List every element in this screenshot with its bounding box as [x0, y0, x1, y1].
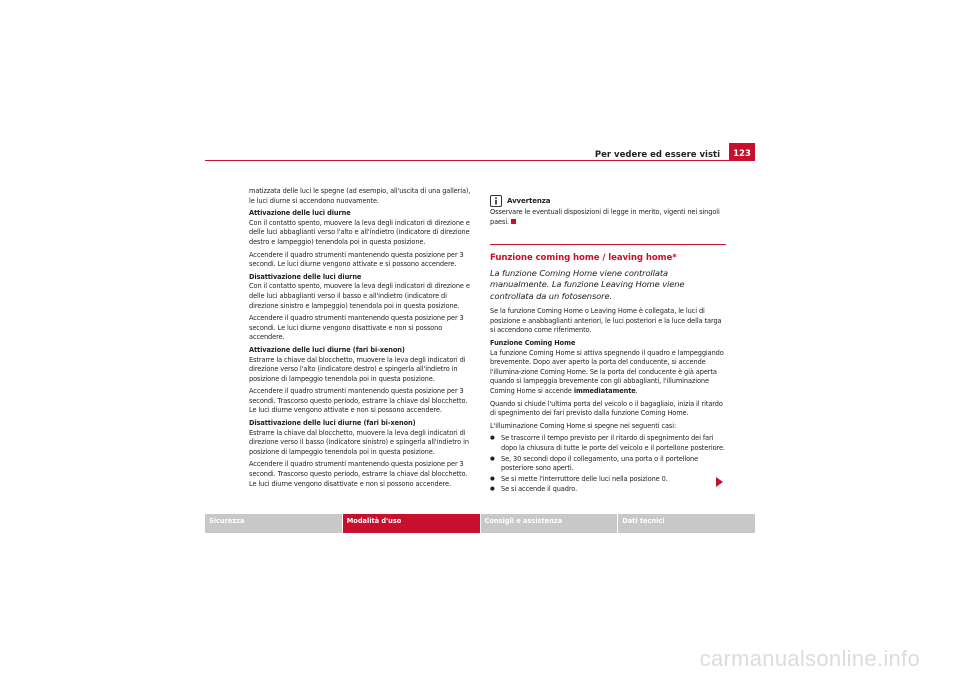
warning-header — [490, 195, 726, 207]
footer-tab-consigli-assistenza[interactable]: Consigli e assistenza — [481, 514, 618, 533]
paragraph: Con il contatto spento, muovere la leva degli indicatori di direzione e delle luci abbaglianti verso il basso e all'indietro (indicatore di direzione sinistro e lampeggio) tenendola poi in questa posizione. — [249, 282, 470, 310]
list-item: ● Se si accende il quadro. — [490, 485, 726, 495]
paragraph: Con il contatto spento, muovere la leva degli indicatori di direzione e delle luci abbaglianti verso l'alto e all'indietro (indicatore di direzione destro e lampeggio) tenendola poi in questa posizione. — [249, 218, 470, 246]
page-header-title: Per vedere ed essere visti — [594, 150, 720, 160]
list-item: ● Se si mette l'interruttore delle luci nella posizione 0. — [490, 475, 726, 485]
section-heading: Funzione Coming Home — [490, 339, 576, 348]
paragraph: Accendere il quadro strumenti mantenendo questa posizione per 3 secondi. Le luci diurne vengono attivate e si possono accendere. — [249, 250, 464, 269]
footer-nav — [205, 514, 755, 533]
warning-text — [490, 208, 726, 227]
list-item: ● Se, 30 secondi dopo il collegamento, una porta o il portellone posteriore sono aperti. — [490, 455, 726, 474]
warning-text-content: Osservare le eventuali disposizioni di legge in merito, vigenti nei singoli paesi. — [490, 208, 720, 226]
section-heading: Attivazione delle luci diurne (fari bi-xenon) — [249, 345, 405, 354]
info-icon — [490, 195, 502, 207]
section-subtitle: La funzione Coming Home viene controllata manualmente. La funzione Leaving Home viene controllata da un fotosensore. — [490, 267, 685, 301]
section-heading: Disattivazione delle luci diurne — [249, 272, 362, 281]
paragraph-text: La funzione Coming Home si attiva spegnendo il quadro e lampeggiando brevemente. Dopo aver aperto la porta del conducente, si accende l'illumina-zione Coming Home. Se la porta del conducente è già aperta quando si lampeggia brevemente con gli abbaglianti, l'illuminazione Coming Home si accende — [490, 348, 724, 396]
end-of-section-icon — [511, 219, 516, 224]
paragraph: Estrarre la chiave dal blocchetto, muovere la leva degli indicatori di direzione verso il basso (indicatore sinistro) e spingerla all'indietro in posizione di lampeggio tenendola poi in questa posizione. — [249, 428, 469, 456]
paragraph: Accendere il quadro strumenti mantenendo questa posizione per 3 secondi. Trascorso questo periodo, estrarre la chiave dal blocchetto. Le luci diurne vengono attivate e non si possono accendere. — [249, 387, 468, 415]
paragraph: L'illuminazione Coming Home si spegne nei seguenti casi: — [490, 421, 677, 430]
info-glyph-icon — [492, 197, 500, 205]
paragraph: Accendere il quadro strumenti mantenendo questa posizione per 3 secondi. Le luci diurne vengono disattivate e non si possono accendere. — [249, 314, 464, 342]
list-item: ● Se trascorre il tempo previsto per il ritardo di spegnimento dei fari dopo la chiusura di tutte le porte del veicolo e il portellone posteriore. — [490, 434, 726, 453]
paragraph: Estrarre la chiave dal blocchetto, muovere la leva degli indicatori di direzione verso l'alto (indicatore destro) e spingerla all'indietro in posizione di lampeggio tenendola poi in questa posizione. — [249, 355, 466, 383]
warning-title: Avvertenza — [507, 197, 551, 206]
section-heading: Attivazione delle luci diurne — [249, 209, 351, 218]
footer-tab-modalita-uso[interactable]: Modalità d'uso — [343, 514, 480, 533]
bullet-list — [490, 434, 726, 495]
next-page-arrow-icon[interactable] — [716, 477, 723, 487]
watermark: carmanualsonline.info — [699, 646, 920, 671]
paragraph: Quando si chiude l'ultima porta del veicolo o il bagagliaio, inizia il ritardo di spegnimento dei fari previsto dalla funzione Coming Home. — [490, 399, 723, 418]
header-rule — [205, 160, 755, 161]
right-column — [490, 195, 726, 498]
footer-tab-sicurezza[interactable]: Sicurezza — [205, 514, 342, 533]
page-number-badge: 123 — [729, 143, 755, 161]
section-heading: Disattivazione delle luci diurne (fari bi-xenon) — [249, 419, 416, 428]
paragraph: Accendere il quadro strumenti mantenendo questa posizione per 3 secondi. Trascorso questo periodo, estrarre la chiave dal blocchetto. Le luci diurne vengono disattivate e non si possono accendere. — [249, 460, 468, 488]
paragraph: Se la funzione Coming Home o Leaving Home è collegata, le luci di posizione e anabbaglianti anteriori, le luci posteriori e la luce della targa si accendono come riferimento. — [490, 307, 722, 335]
paragraph — [490, 349, 726, 397]
emphasis-text: immediatamente — [573, 387, 636, 396]
paragraph: matizzata delle luci le spegne (ad esempio, all'uscita di una galleria), le luci diurne si accendono nuovamente. — [249, 187, 471, 205]
section-title: Funzione coming home / leaving home* — [490, 244, 726, 264]
left-column — [249, 187, 474, 492]
footer-tab-dati-tecnici[interactable]: Dati tecnici — [618, 514, 755, 533]
paragraph-text: . — [635, 387, 638, 396]
